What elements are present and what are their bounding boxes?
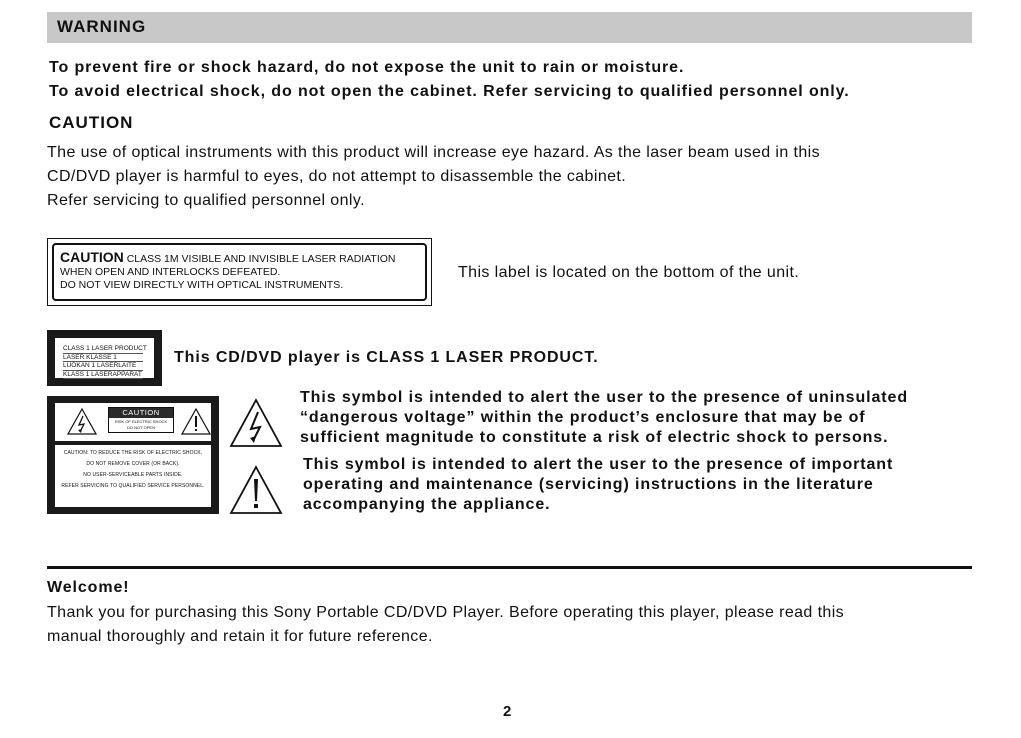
voltage-line-1: This symbol is intended to alert the user to the presence of uninsulated [300,389,909,406]
caution-tag [108,407,174,433]
page-number: 2 [503,703,512,720]
dangerous-voltage-icon [229,398,283,448]
label-location-note: This label is located on the bottom of the unit. [458,264,800,281]
caution-line-2: CD/DVD player is harmful to eyes, do not attempt to disassemble the cabinet. [47,168,627,185]
warning-line-1: To prevent fire or shock hazard, do not expose the unit to rain or moisture. [49,59,685,76]
laser-label-caution-word: CAUTION [60,249,124,265]
class1-statement: This CD/DVD player is CLASS 1 LASER PRODUCT. [174,349,599,366]
laser-label-line-1: CLASS 1M VISIBLE AND INVISIBLE LASER RADIATION [126,253,396,265]
instructions-symbol-text [303,455,893,515]
class1-label-line-3: LUOKAN 1 LASERLAITE [63,362,143,371]
caution-tag-head: CAUTION [109,408,173,418]
class1-label-line-1: CLASS 1 LASER PRODUCT [63,345,147,352]
caution-line-1: The use of optical instruments with this product will increase eye hazard. As the laser beam used in this [47,144,821,161]
caution-panel-line-1: CAUTION: TO REDUCE THE RISK OF ELECTRIC SHOCK, [63,450,203,456]
warning-title: WARNING [57,17,147,36]
voltage-line-3: sufficient magnitude to constitute a risk of electric shock to persons. [300,429,889,446]
class1-label-line-2: LASER KLASSE 1 [63,354,143,363]
caution-heading: CAUTION [49,113,134,132]
caution-panel-line-2: DO NOT REMOVE COVER (OR BACK). [86,461,180,467]
caution-paragraph [47,141,820,213]
laser-caution-label [47,238,432,306]
caution-panel-line-4: REFER SERVICING TO QUALIFIED SERVICE PERSONNEL. [61,483,205,489]
caution-panel-top [55,403,211,441]
voltage-line-2: “dangerous voltage” within the product’s enclosure that may be of [300,409,866,426]
welcome-heading: Welcome! [47,579,130,596]
laser-caution-label-inner [52,243,427,301]
welcome-paragraph [47,601,844,649]
instructions-line-3: accompanying the appliance. [303,496,551,513]
caution-panel-bottom [55,445,211,507]
shock-caution-panel [47,396,219,514]
caution-line-3: Refer servicing to qualified personnel only. [47,192,365,209]
laser-label-line-2: WHEN OPEN AND INTERLOCKS DEFEATED. [60,266,281,278]
warning-header-bar [47,12,972,43]
welcome-line-2: manual thoroughly and retain it for future reference. [47,628,433,645]
instructions-line-2: operating and maintenance (servicing) instructions in the literature [303,476,874,493]
class1-label-line-4: KLASS 1 LASERAPPARAT [63,370,142,378]
caution-tag-sub-2: DO NOT OPEN [127,425,155,430]
voltage-symbol-text [300,388,908,448]
class1-laser-label-inner [55,338,154,378]
caution-panel-line-3: NO USER-SERVICEABLE PARTS INSIDE. [83,472,183,478]
caution-tag-sub-1: RISK OF ELECTRIC SHOCK [114,419,168,424]
laser-label-line-3: DO NOT VIEW DIRECTLY WITH OPTICAL INSTRUMENTS. [60,279,344,291]
instructions-line-1: This symbol is intended to alert the user to the presence of important [303,456,894,473]
section-divider [47,566,972,569]
welcome-line-1: Thank you for purchasing this Sony Portable CD/DVD Player. Before operating this player, please read this [47,604,845,621]
important-instructions-icon [229,465,283,515]
class1-laser-label [47,330,162,386]
warning-line-2: To avoid electrical shock, do not open the cabinet. Refer servicing to qualified personnel only. [49,83,850,100]
lightning-warning-icon [67,408,97,435]
exclamation-warning-icon [181,408,211,435]
